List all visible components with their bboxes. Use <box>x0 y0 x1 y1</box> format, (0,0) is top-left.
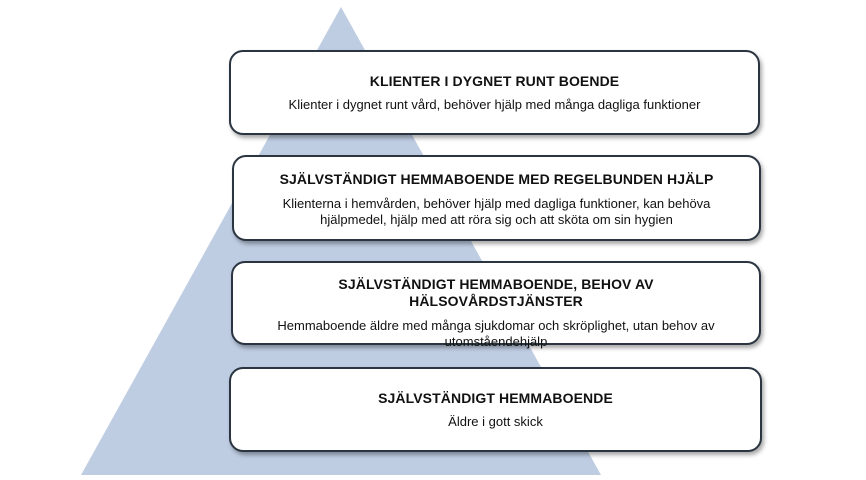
level-4-description: Äldre i gott skick <box>448 414 543 429</box>
level-1-title: KLIENTER I DYGNET RUNT BOENDE <box>369 73 620 89</box>
level-1-box <box>229 50 760 135</box>
level-1-description: Klienter i dygnet runt vård, behöver hjälp med många dagliga funktioner <box>288 97 701 112</box>
level-4-box <box>229 367 762 452</box>
level-2-title: SJÄLVSTÄNDIGT HEMMABOENDE MED REGELBUNDEN HJÄLP <box>279 171 714 187</box>
level-3-box <box>231 261 761 349</box>
level-2-box <box>232 155 761 241</box>
level-3-description: Hemmaboende äldre med många sjukdomar och skröplighet, utan behov av utomståendehjälp <box>277 318 715 349</box>
level-3-title: SJÄLVSTÄNDIGT HEMMABOENDE, BEHOV AV HÄLSOVÅRDSTJÄNSTER <box>338 276 654 309</box>
level-4-title: SJÄLVSTÄNDIGT HEMMABOENDE <box>378 390 613 406</box>
level-2-description: Klienterna i hemvården, behöver hjälp med dagliga funktioner, kan behöva hjälpmedel, hjälp med att röra sig och att sköta om sin hygien <box>282 196 711 227</box>
